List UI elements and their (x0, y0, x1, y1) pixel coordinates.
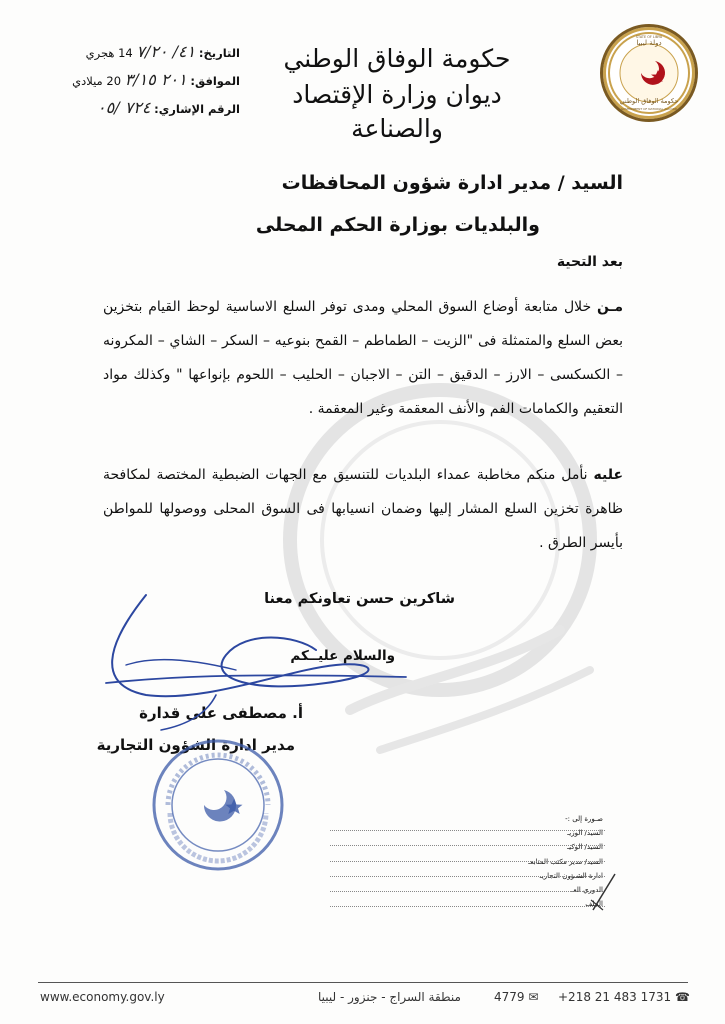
body-paragraph-2 (103, 458, 623, 560)
cc-heading: صـورة إلى :- (565, 815, 603, 823)
greeting: بعد التحية (556, 254, 623, 270)
gregorian-value: ٢٠١ ٣/١٥ (124, 70, 187, 89)
footer-pobox-value: 4779 (494, 990, 525, 1004)
reference-row (40, 98, 240, 117)
paragraph-1-lead: مـن (596, 299, 623, 315)
emblem-seal-icon (603, 27, 695, 119)
signer-name: أ. مصطفى على قدارة (139, 704, 303, 722)
emblem-top-text: دولة ليبيا (636, 39, 662, 47)
date-label: التاريخ: (198, 46, 240, 60)
government-emblem (600, 24, 698, 122)
gregorian-date-row (40, 70, 240, 89)
recipient-line-2: والبلديات بوزارة الحكم المحلى (255, 214, 540, 236)
cc-item: السيد/ مدير مكتب المتابعـ (528, 857, 603, 866)
footer-pobox (494, 990, 538, 1004)
cc-item: الدوري العـ (571, 886, 603, 895)
signer-title: مدير ادارة الشؤون التجارية (96, 736, 295, 754)
footer-divider (38, 982, 688, 983)
paragraph-1-text: خلال متابعة أوضاع السوق المحلي ومدى توفر السلع الاساسية لوحظ القيام بتخزين بعض السلع والمتمثلة فى "الزيت – الطماطم – القمح بنوعيه – السكر – الشاي – المكرونه – الكسكسى – الارز – الدقيق – التن – الاجبان – الحليب – اللحوم بإنواعها " وكذلك مواد التعقيم والكمامات الفم والأنف المعقمة وغير المعقمة . (103, 299, 623, 417)
reference-label: الرقم الإشاري: (154, 102, 240, 116)
cc-item: ادارة الشـؤون التجاريـ (539, 871, 603, 880)
official-stamp (148, 735, 288, 875)
date-value: ٤١/ ٧/٢٠ (136, 42, 196, 61)
cc-line (330, 816, 605, 831)
cc-line (330, 862, 605, 877)
cc-line (330, 846, 605, 861)
cc-handwritten-mark (585, 870, 625, 915)
cc-item: السيد/ الوكيـ (567, 843, 603, 852)
reference-value: ٧٢٤ /٠٥ (97, 98, 151, 117)
mail-icon: ✉ (528, 990, 539, 1004)
cc-leader-lines (330, 816, 605, 907)
date-suffix: 14 هجري (85, 46, 133, 60)
ministry-name: ديوان وزارة الإقتصاد والصناعة (292, 80, 502, 143)
cc-line (330, 892, 605, 907)
gregorian-label: الموافق: (190, 74, 240, 88)
paragraph-2-text: نأمل منكم مخاطبة عمداء البلديات للتنسيق مع الجهات الضبطية المختصة لمكافحة ظاهرة تخزين السلع المشار إليها وضمان انسيابها فى السوق المحلى ووصولها للمواطن بأيسر الطرق . (103, 467, 623, 551)
phone-icon: ☎ (674, 990, 690, 1004)
cc-item: السيد/ الوزيـ (567, 829, 603, 838)
cc-item: الملف (585, 900, 603, 909)
recipient-line-1: السيد / مدير ادارة شؤون المحافظات (281, 172, 623, 194)
footer-website[interactable]: www.economy.gov.ly (40, 990, 165, 1004)
footer-address: منطقة السراج - جنزور - ليبيا (318, 990, 461, 1004)
gregorian-suffix: 20 ميلادي (72, 74, 122, 88)
signature (86, 575, 416, 735)
emblem-bottom-text-en: GOVERNMENT OF NATIONAL ACCORD (620, 107, 678, 111)
government-name: حكومة الوفاق الوطني (283, 44, 511, 73)
thanks-line: شاكرين حسن تعاونكم معنا (264, 591, 455, 607)
cc-line (330, 831, 605, 846)
salutation: والسلام عليــكم (290, 648, 395, 664)
date-row (40, 42, 240, 61)
footer-phone-value: +218 21 483 1731 (558, 990, 672, 1004)
paragraph-2-lead: عليه (593, 467, 624, 483)
cc-line (330, 877, 605, 892)
emblem-state-text: STATE OF LIBYA (635, 35, 663, 39)
footer-phone (558, 990, 690, 1004)
body-paragraph-1 (103, 290, 623, 426)
emblem-bottom-text: حكومة الوفاق الوطني (619, 97, 679, 105)
